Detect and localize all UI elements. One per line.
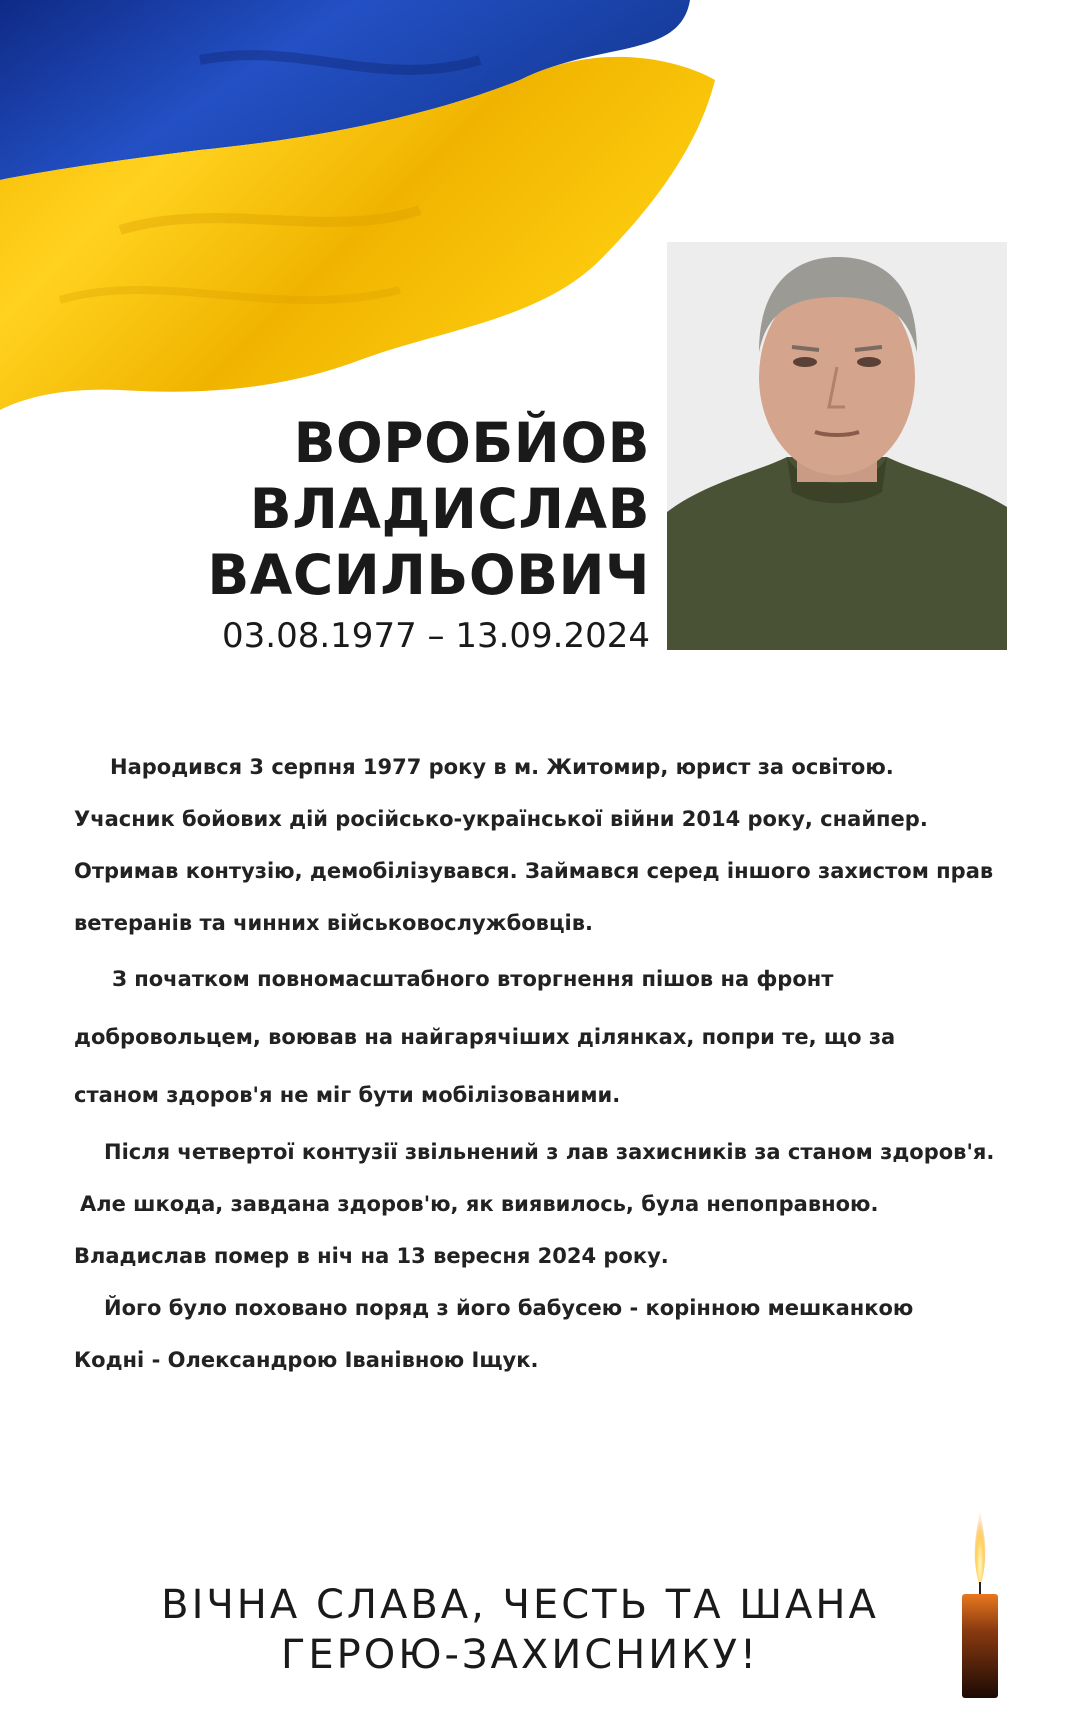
bio-line: Його було поховано поряд з його бабусею - корінною мешканкою: [104, 1296, 914, 1320]
bio-line: ветеранів та чинних військовослужбовців.: [74, 911, 593, 935]
first-name: ВЛАДИСЛАВ: [249, 477, 650, 541]
bio-line: добровольцем, воював на найгарячіших ділянках, попри те, що за: [74, 1025, 896, 1049]
name-block: [180, 410, 650, 658]
life-dates: 03.08.1977 – 13.09.2024: [222, 616, 650, 656]
bio-line: Після четвертої контузії звільнений з лав захисників за станом здоров'я.: [104, 1140, 995, 1164]
surname: ВОРОБЙОВ: [293, 411, 650, 475]
bio-line: Кодні - Олександрою Іванівною Іщук.: [74, 1348, 539, 1372]
bio-line: Отримав контузію, демобілізувався. Займався серед іншого захистом прав: [74, 859, 994, 883]
patronymic: ВАСИЛЬОВИЧ: [207, 543, 650, 607]
memorial-slogan: [80, 1580, 960, 1680]
bio-line: Учасник бойових дій російсько-української війни 2014 року, снайпер.: [74, 807, 928, 831]
ukrainian-flag-icon: [0, 0, 720, 420]
slogan-line-2: ГЕРОЮ-ЗАХИСНИКУ!: [281, 1632, 759, 1678]
bio-line: З початком повномасштабного вторгнення пішов на фронт: [112, 967, 834, 991]
bio-line: Народився 3 серпня 1977 року в м. Житомир, юрист за освітою.: [110, 755, 894, 779]
slogan-line-1: ВІЧНА СЛАВА, ЧЕСТЬ ТА ШАНА: [161, 1582, 879, 1628]
bio-line: станом здоров'я не міг бути мобілізованими.: [74, 1083, 621, 1107]
candle-icon: [958, 1510, 1002, 1700]
bio-line: Владислав помер в ніч на 13 вересня 2024 року.: [74, 1244, 669, 1268]
bio-line: Але шкода, завдана здоров'ю, як виявилось, була непоправною.: [80, 1192, 879, 1216]
portrait-photo: [667, 242, 1007, 650]
